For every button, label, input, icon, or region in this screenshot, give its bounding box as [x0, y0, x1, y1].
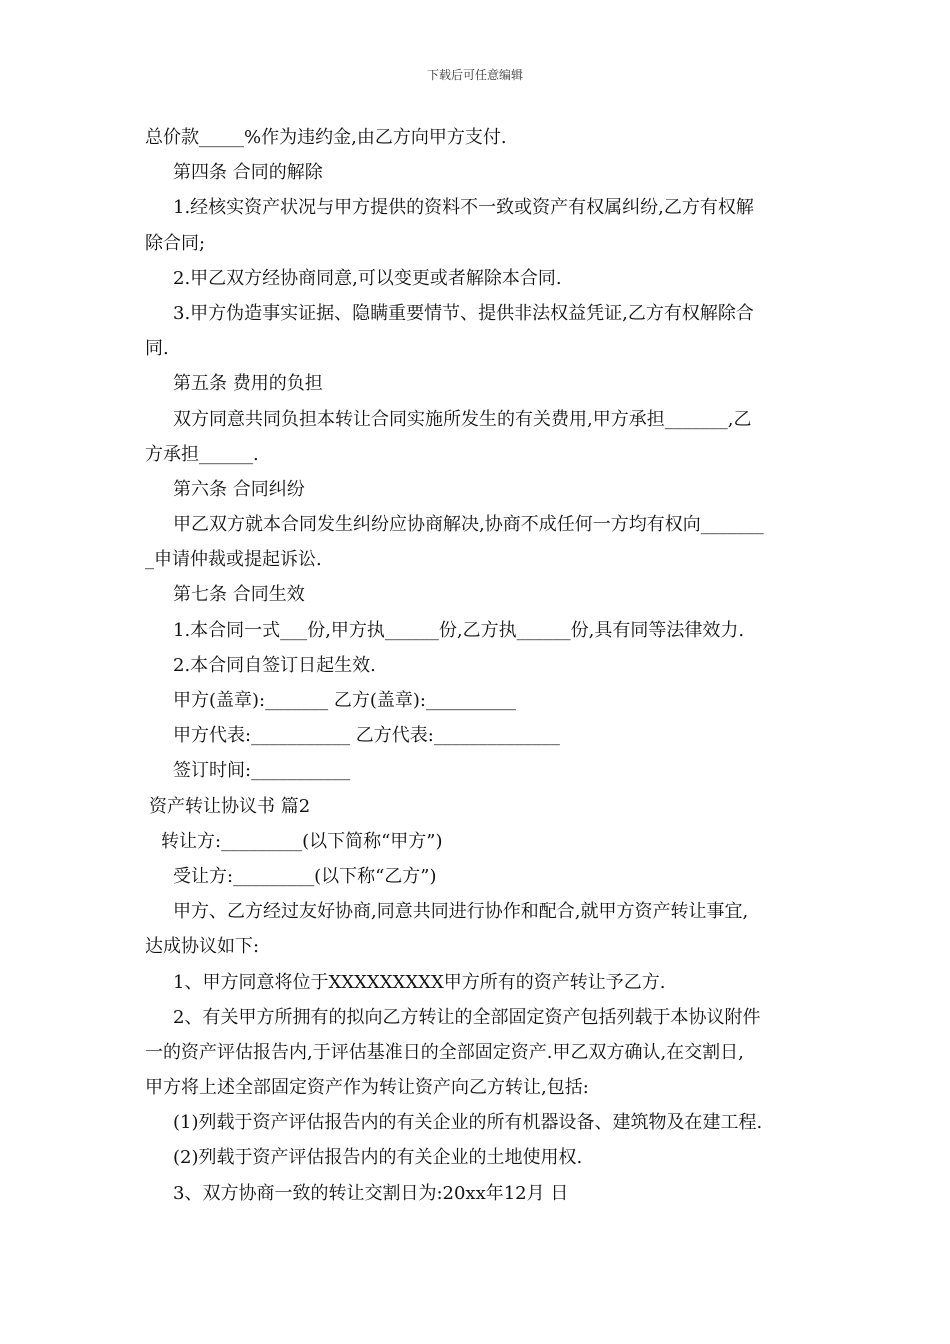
text-line: 2.甲乙双方经协商同意,可以变更或者解除本合同. [173, 267, 562, 289]
text-line: 3、双方协商一致的转让交割日为:20xx年12月 日 [173, 1182, 569, 1204]
text-line: 双方同意共同负担本转让合同实施所发生的有关费用,甲方承担_______,乙 [173, 408, 752, 430]
text-line: _申请仲裁或提起诉讼. [145, 549, 322, 571]
text-line: 方承担______. [145, 443, 259, 465]
text-line: 第六条 合同纠纷 [173, 478, 305, 500]
text-line: 甲方(盖章):_______ 乙方(盖章):__________ [173, 690, 516, 711]
text-line: 3.甲方伪造事实证据、隐瞒重要情节、提供非法权益凭证,乙方有权解除合 [173, 302, 754, 324]
text-line: 2.本合同自签订日起生效. [173, 654, 376, 676]
text-line: 除合同; [145, 232, 206, 254]
text-line: 达成协议如下: [145, 936, 260, 958]
text-line: 2、有关甲方所拥有的拟向乙方转让的全部固定资产包括列载于本协议附件 [173, 1006, 761, 1028]
text-line: 签订时间:___________ [173, 760, 351, 782]
text-line: 第七条 合同生效 [173, 584, 305, 606]
text-line: 1.经核实资产状况与甲方提供的资料不一致或资产有权属纠纷,乙方有权解 [173, 197, 754, 219]
document-body [145, 120, 810, 1211]
text-line: 总价款_____%作为违约金,由乙方向甲方支付. [145, 127, 507, 148]
page-header: 下载后可任意编辑 [426, 68, 523, 82]
text-line: 甲方代表:___________ 乙方代表:______________ [173, 725, 560, 747]
text-line: 第五条 费用的负担 [173, 373, 323, 395]
text-line: (2)列载于资产评估报告内的有关企业的土地使用权. [173, 1147, 583, 1169]
text-line: 受让方:_________(以下称“乙方”) [173, 865, 437, 887]
text-line: 第四条 合同的解除 [173, 162, 323, 184]
text-line: 资产转让协议书 篇2 [149, 795, 311, 817]
text-line: 同. [145, 338, 169, 360]
text-line: 甲乙双方就本合同发生纠纷应协商解决,协商不成任何一方均有权向_______ [173, 514, 764, 536]
text-line: 甲方将上述全部固定资产作为转让资产向乙方转让,包括: [145, 1077, 589, 1099]
text-line: 一的资产评估报告内,于评估基准日的全部固定资产.甲乙双方确认,在交割日, [145, 1041, 744, 1063]
text-line: 转让方:_________(以下简称“甲方”) [161, 830, 443, 852]
text-line: 1.本合同一式___份,甲方执______份,乙方执______份,具有同等法律效力. [173, 619, 745, 641]
text-line: 甲方、乙方经过友好协商,同意共同进行协作和配合,就甲方资产转让事宜, [173, 901, 749, 923]
text-line: 1、甲方同意将位于XXXXXXXXX甲方所有的资产转让予乙方. [173, 971, 666, 993]
text-line: (1)列载于资产评估报告内的有关企业的所有机器设备、建筑物及在建工程. [173, 1112, 763, 1134]
